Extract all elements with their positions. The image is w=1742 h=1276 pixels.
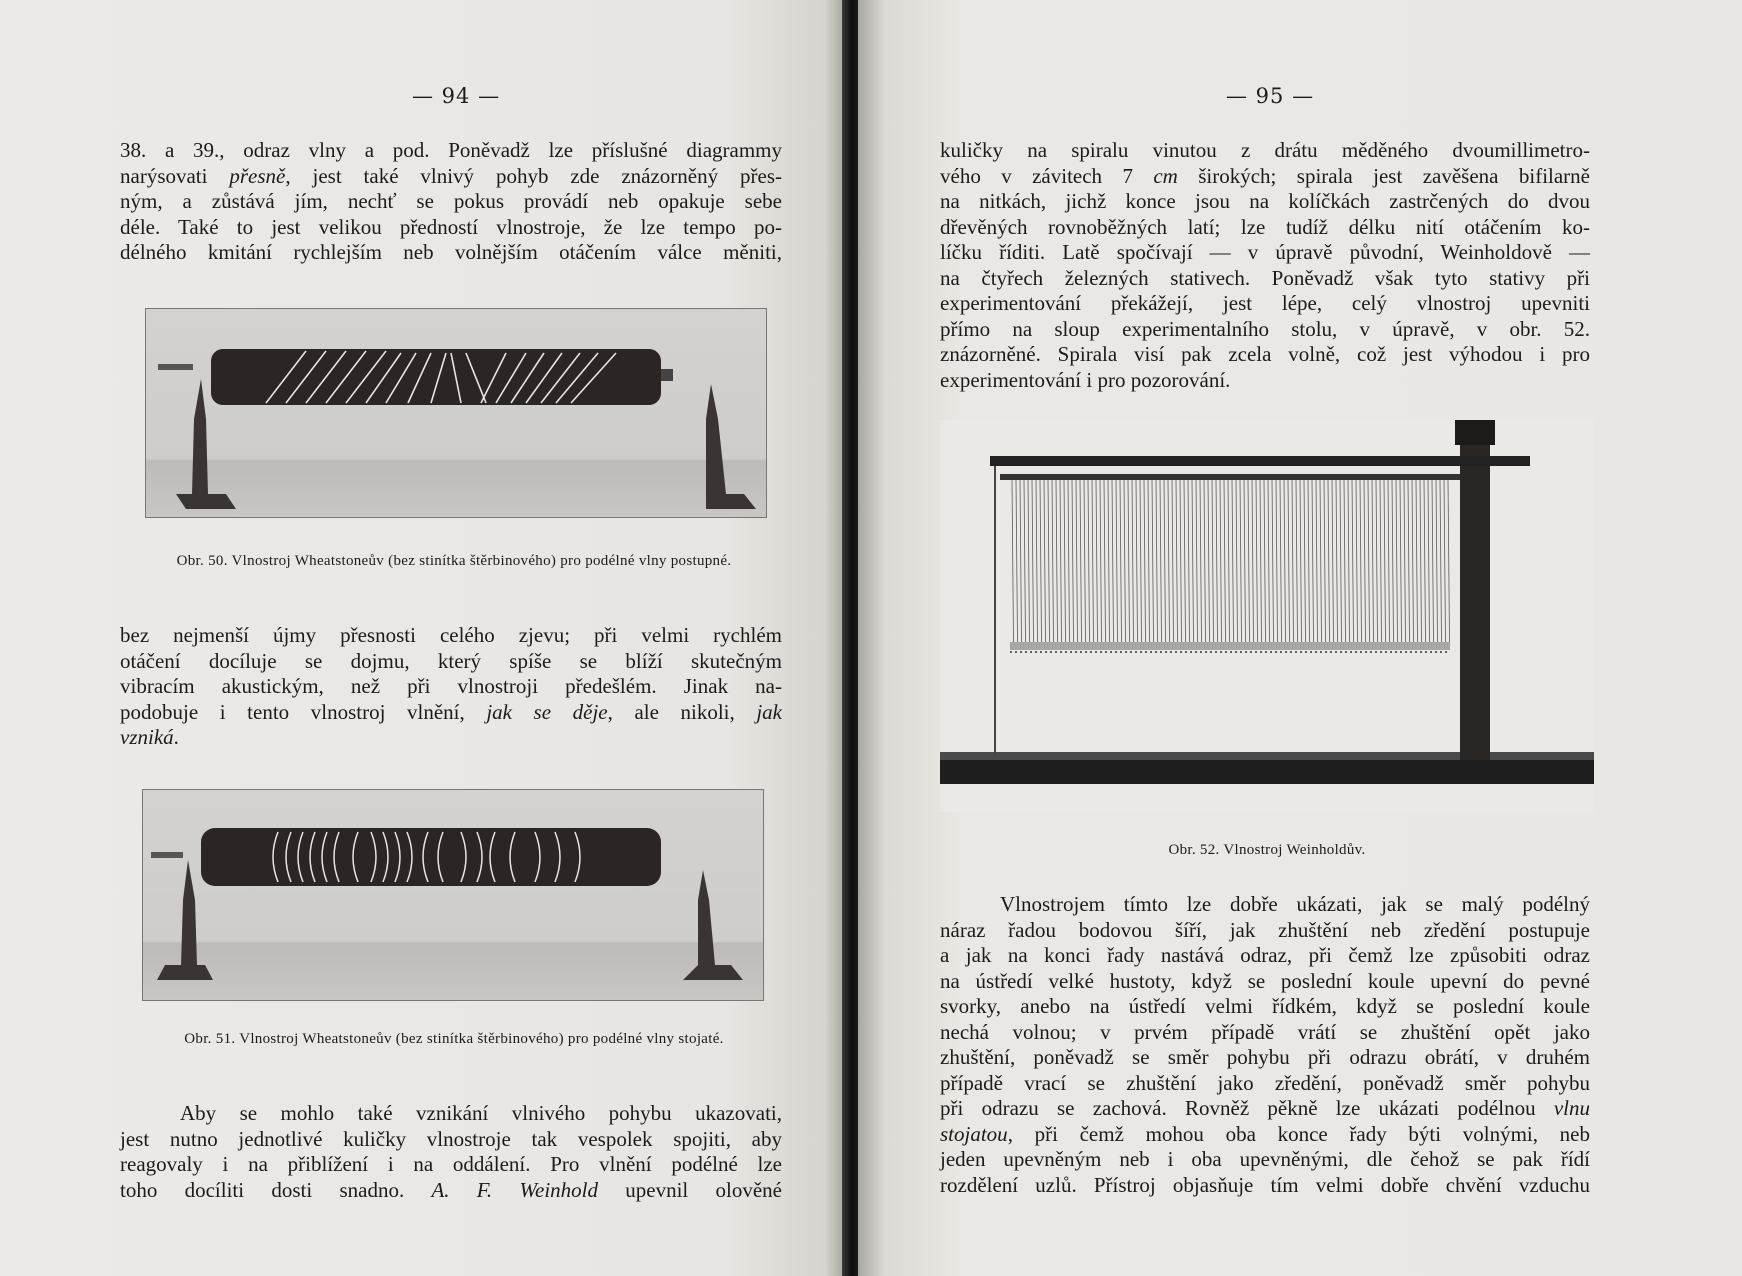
text-line: kuličky na spiralu vinutou z drátu měděného dvoumillimetro-: [940, 138, 1590, 162]
text-line: ným, a zůstává jím, nechť se pokus provádí neb opakuje sebe: [120, 189, 782, 213]
text-line: rozdělení uzlů. Přístroj objasňuje tím velmi dobře chvění vzduchu: [940, 1172, 1590, 1197]
text-line: na čtyřech železných stativech. Poněvadž však tyto stativy při: [940, 265, 1590, 290]
text-line: toho docíliti dosti snadno. A. F. Weinhold upevnil olověné: [120, 1177, 782, 1202]
page-number: — 94 —: [412, 84, 501, 108]
page-number: — 95 —: [1226, 84, 1315, 108]
paragraph: [940, 138, 1590, 393]
paragraph: [120, 623, 782, 751]
text-line: reagovaly i na přiblížení i na oddálení. Pro vlnění podélné lze: [120, 1152, 782, 1176]
paragraph: [940, 892, 1590, 1198]
text-line: líčku říditi. Latě spočívají — v úpravě původní, Weinholdově —: [940, 240, 1590, 264]
figure-52-caption: Obr. 52. Vlnostroj Weinholdův.: [1168, 842, 1366, 858]
text-line: jeden upevněným neb i oba upevněnými, dle čehož se pak řídí: [940, 1147, 1590, 1171]
text-line: svorky, anebo na ústředí velmi řídkém, když se poslední koule: [940, 994, 1590, 1018]
text-line: jest nutno jednotlivé kuličky vlnostroje tak vespolek spojiti, aby: [120, 1126, 782, 1151]
wave-machine-illustration: [143, 790, 763, 1000]
text-line: přímo na sloup experimentalního stolu, v úpravě, v obr. 52.: [940, 316, 1590, 341]
text-line: Aby se mohlo také vznikání vlnivého pohybu ukazovati,: [180, 1101, 782, 1125]
text-line: experimentování překážejí, jest lépe, celý vlnostroj upevniti: [940, 291, 1590, 315]
text-line: vibracím akustickým, než při vlnostroji předešlém. Jinak na-: [120, 674, 782, 698]
text-line: experimentování i pro pozorování.: [940, 367, 1231, 392]
text-line: na nitkách, jichž konce jsou na kolíčkách zastrčených do dvou: [940, 189, 1590, 213]
figure-52-image: [940, 420, 1594, 812]
text-line: bez nejmenší újmy přesnosti celého zjevu; při velmi rychlém: [120, 623, 782, 647]
text-line: Vlnostrojem tímto lze dobře ukázati, jak se malý podélný: [1000, 892, 1590, 916]
right-page: [858, 0, 1742, 1276]
text-line: případě vrací se zhuštění jako zředění, poněvadž směr pohybu: [940, 1070, 1590, 1095]
text-line: při odrazu se zachová. Rovněž pěkně lze ukázati podélnou vlnu: [940, 1096, 1590, 1120]
text-line: zhuštění, poněvadž se směr pohybu při odrazu obrátí, v druhém: [940, 1045, 1590, 1069]
figure-51-caption: Obr. 51. Vlnostroj Wheatstoneův (bez stinítka štěrbinového) pro podélné vlny stojaté.: [184, 1031, 724, 1047]
text-line: otáčení docíluje se dojmu, který spíše se blíží skutečným: [120, 648, 782, 673]
text-line: dřevěných rovnoběžných latí; lze tudíž délku nití otáčením ko-: [940, 214, 1590, 239]
text-line: nechá volnou; v prvém případě vrátí se zhuštění opět jako: [940, 1019, 1590, 1044]
text-line: a jak na konci řady nastává odraz, při čemž lze způsobiti odraz: [940, 943, 1590, 967]
wave-machine-illustration: [146, 309, 766, 517]
text-line: na ústředí velké hustoty, když se poslední koule upevní do pevné: [940, 968, 1590, 993]
paragraph: [120, 1101, 782, 1203]
text-line: podobuje i tento vlnostroj vlnění, jak se děje, ale nikoli, jak: [120, 699, 782, 724]
text-line: narýsovati přesně, jest také vlnivý pohyb zde znázorněný přes-: [120, 163, 782, 188]
text-line: vého v závitech 7 cm širokých; spirala jest zavěšena bifilarně: [940, 163, 1590, 188]
left-page: [0, 0, 850, 1276]
figure-50-image: [145, 308, 767, 518]
text-line: déle. Také to jest velikou předností vlnostroje, že lze tempo po-: [120, 214, 782, 239]
weinhold-wave-machine-illustration: [940, 420, 1594, 812]
figure-51-image: [142, 789, 764, 1001]
text-line: náraz řadou bodovou šíří, jak zhuštění neb zředění postupuje: [940, 917, 1590, 942]
text-line: vzniká.: [120, 725, 179, 749]
text-line: znázorněné. Spirala visí pak zcela volně, což jest výhodou i pro: [940, 342, 1590, 366]
text-line: délného kmitání rychlejším neb volnějším otáčením válce měniti,: [120, 240, 782, 264]
paragraph: [120, 138, 782, 266]
text-line: stojatou, při čemž mohou oba konce řady býti volnými, neb: [940, 1121, 1590, 1146]
text-line: 38. a 39., odraz vlny a pod. Poněvadž lze příslušné diagrammy: [120, 138, 782, 162]
figure-50-caption: Obr. 50. Vlnostroj Wheatstoneův (bez stinítka štěrbinového) pro podélné vlny postupné.: [176, 553, 732, 569]
